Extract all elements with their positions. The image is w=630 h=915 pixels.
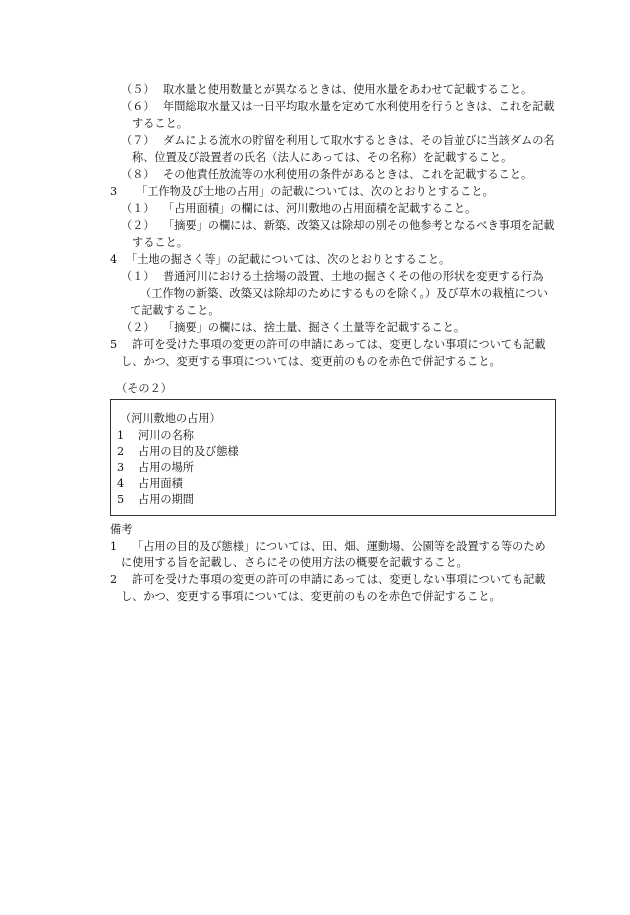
item-label: （１） [121, 202, 155, 215]
field-number: 3 [117, 461, 125, 474]
item-label: （７） [121, 134, 155, 147]
item-label: （８） [121, 168, 155, 181]
field-number: 2 [117, 445, 125, 458]
item-text-continued: すること。 [132, 236, 188, 249]
box-title: （河川敷地の占用） [120, 412, 221, 425]
field-label: 占用の目的及び態様 [138, 445, 239, 458]
remark-text: 「占用の目的及び態様」については、田、畑、運動場、公園等を設置する等のため [132, 540, 546, 553]
remarks-heading: 備考 [110, 523, 133, 536]
field-number: 5 [117, 493, 125, 506]
item-text: その他責任放流等の水利使用の条件があるときは、これを記載すること。 [163, 168, 533, 181]
item-text-continued: （工作物の新築、改築又は除却のためにするものを除く。）及び草木の栽植につい [140, 287, 548, 300]
item-text: 「摘要」の欄には、新築、改築又は除却の別その他参考となるべき事項を記載 [163, 219, 555, 232]
remark-text-continued: に使用する旨を記載し、さらにその使用方法の概要を記載すること。 [121, 556, 468, 569]
remark-number: 1 [110, 540, 118, 553]
item-label: （２） [121, 321, 155, 334]
remark-number: 2 [110, 573, 118, 586]
form-heading: （その２） [116, 382, 172, 395]
field-number: 1 [117, 429, 125, 442]
field-number: 4 [117, 477, 125, 490]
item-text-continued: 称、位置及び設置者の氏名（法人にあっては、その名称）を記載すること。 [132, 151, 513, 164]
item-label: （６） [121, 100, 155, 113]
item-text: 普通河川における土捨場の設置、土地の掘さくその他の形状を変更する行為 [163, 270, 544, 283]
section-number: 5 [110, 338, 118, 351]
item-text-continued: すること。 [132, 117, 188, 130]
field-label: 占用面積 [138, 477, 183, 490]
form-box [110, 399, 556, 516]
field-label: 河川の名称 [138, 429, 194, 442]
section-text-continued: し、かつ、変更する事項については、変更前のものを赤色で併記すること。 [121, 355, 501, 368]
section-number: 3 [110, 185, 118, 198]
section-heading: 「土地の掘さく等」の記載については、次のとおりとすること。 [126, 253, 451, 266]
item-text: 取水量と使用数量とが異なるときは、使用水量をあわせて記載すること。 [163, 83, 533, 96]
item-text: ダムによる流水の貯留を利用して取水するときは、その旨並びに当該ダムの名 [163, 134, 555, 147]
field-label: 占用の場所 [138, 461, 194, 474]
item-text-continued: て記載すること。 [130, 304, 220, 317]
section-number: 4 [110, 253, 118, 266]
item-text: 「摘要」の欄には、捨土量、掘さく土量等を記載すること。 [163, 321, 466, 334]
remark-text: 許可を受けた事項の変更の許可の申請にあっては、変更しない事項についても記載 [132, 573, 546, 586]
item-label: （１） [121, 270, 155, 283]
item-label: （５） [121, 83, 155, 96]
item-label: （２） [121, 219, 155, 232]
item-text: 年間総取水量又は一日平均取水量を定めて水利使用を行うときは、これを記載 [163, 100, 555, 113]
section-text: 許可を受けた事項の変更の許可の申請にあっては、変更しない事項についても記載 [132, 338, 546, 351]
section-heading: 「工作物及び土地の占用」の記載については、次のとおりとすること。 [136, 185, 494, 198]
remark-text-continued: し、かつ、変更する事項については、変更前のものを赤色で併記すること。 [121, 590, 501, 603]
item-text: 「占用面積」の欄には、河川敷地の占用面積を記載すること。 [163, 202, 477, 215]
field-label: 占用の期間 [138, 493, 194, 506]
